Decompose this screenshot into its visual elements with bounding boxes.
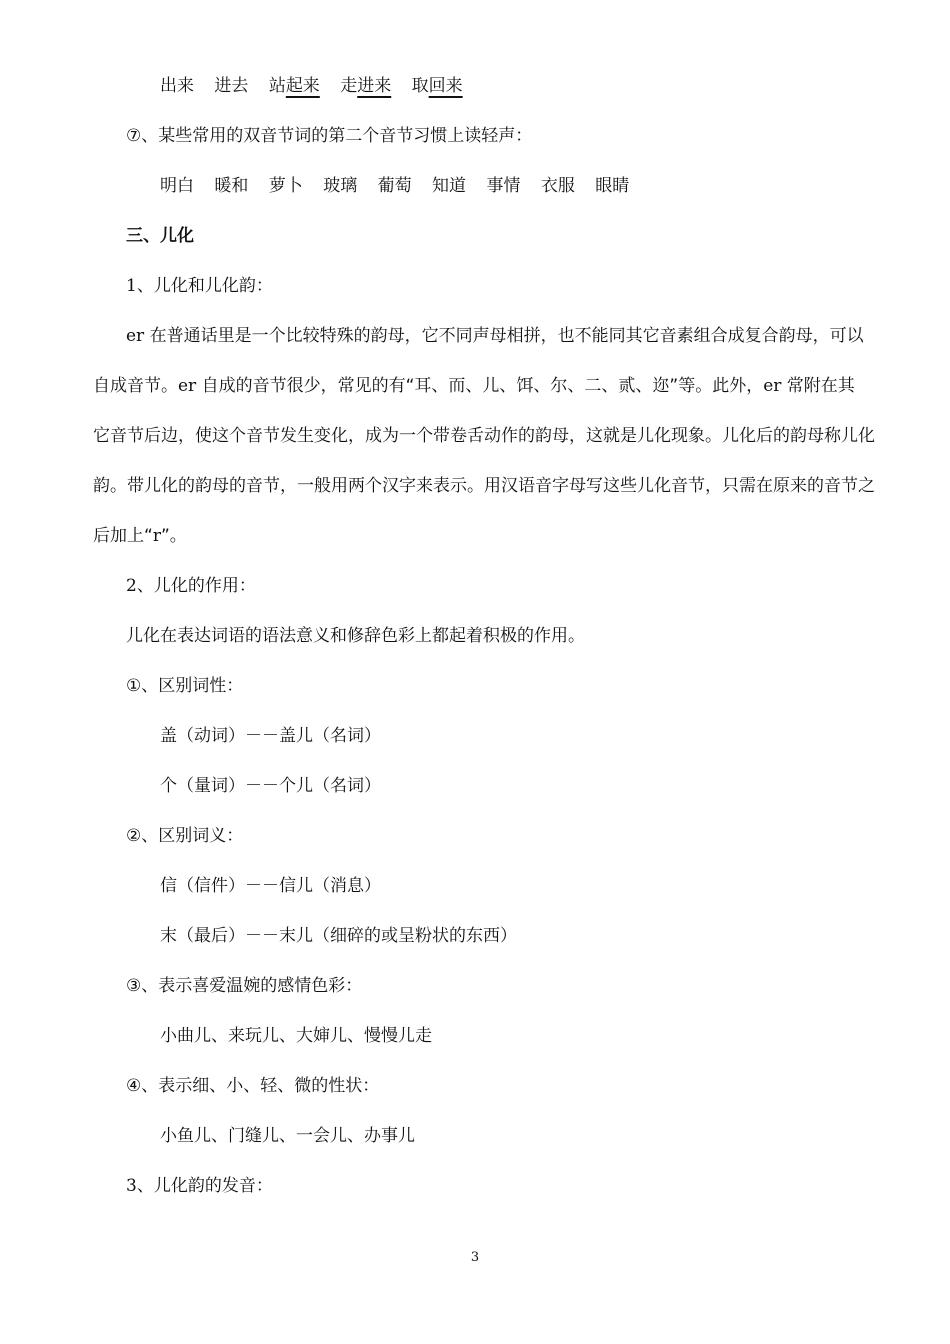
function-1-example-2: 个（量词）－－个儿（名词） [160,776,381,796]
item-7-word-list [160,174,644,198]
word: 眼睛 [595,176,630,196]
word: 玻璃 [323,176,358,196]
subsection-2-text: 儿化在表达词语的语法意义和修辞色彩上都起着积极的作用。 [126,626,585,646]
function-1-heading: ①、区别词性： [126,676,244,696]
word-quhuilai: 取回来 [411,76,463,96]
word: 衣服 [540,176,575,196]
function-1-example-1: 盖（动词）－－盖儿（名词） [160,726,381,746]
function-3-heading: ③、表示喜爱温婉的感情色彩： [126,976,363,996]
word-jinqu: 进去 [214,76,249,96]
paragraph-line-3: 它音节后边，使这个音节发生变化，成为一个带卷舌动作的韵母，这就是儿化现象。儿化后的韵母称儿化 [93,426,875,446]
function-4-examples: 小鱼儿、门缝儿、一会儿、办事儿 [160,1126,415,1146]
word: 事情 [486,176,521,196]
subsection-3-title: 3、儿化韵的发音： [126,1176,273,1196]
example-line-directional-verbs [160,74,478,98]
word: 明白 [160,176,194,196]
function-2-heading: ②、区别词义： [126,826,244,846]
page-number: 3 [470,1250,480,1265]
word: 葡萄 [377,176,412,196]
subsection-2-title: 2、儿化的作用： [126,576,256,596]
word: 知道 [432,176,467,196]
word-zoujinlai: 走进来 [340,76,392,96]
paragraph-line-2: 自成音节。er 自成的音节很少，常见的有“耳、而、儿、饵、尔、二、贰、迩”等。此外，er 常附在其 [93,376,855,396]
section-3-title: 三、儿化 [126,226,194,246]
function-2-example-1: 信（信件）－－信儿（消息） [160,876,381,896]
paragraph-line-5: 后加上“r”。 [93,526,187,546]
function-2-example-2: 末（最后）－－末儿（细碎的或呈粉状的东西） [160,926,517,946]
item-7-heading: ⑦、某些常用的双音节词的第二个音节习惯上读轻声： [126,126,533,146]
function-3-examples: 小曲儿、来玩儿、大婶儿、慢慢儿走 [160,1026,432,1046]
function-4-heading: ④、表示细、小、轻、微的性状： [126,1076,380,1096]
paragraph-line-1: er 在普通话里是一个比较特殊的韵母，它不同声母相拼，也不能同其它音素组合成复合韵母，可以 [126,326,864,346]
paragraph-line-4: 韵。带儿化的韵母的音节，一般用两个汉字来表示。用汉语音字母写这些儿化音节，只需在原来的音节之 [93,476,875,496]
word: 暖和 [214,176,249,196]
word: 萝卜 [268,176,303,196]
word-zhanqilai: 站起来 [268,76,320,96]
subsection-1-title: 1、儿化和儿化韵： [126,276,273,296]
word-chulai: 出来 [160,76,194,96]
